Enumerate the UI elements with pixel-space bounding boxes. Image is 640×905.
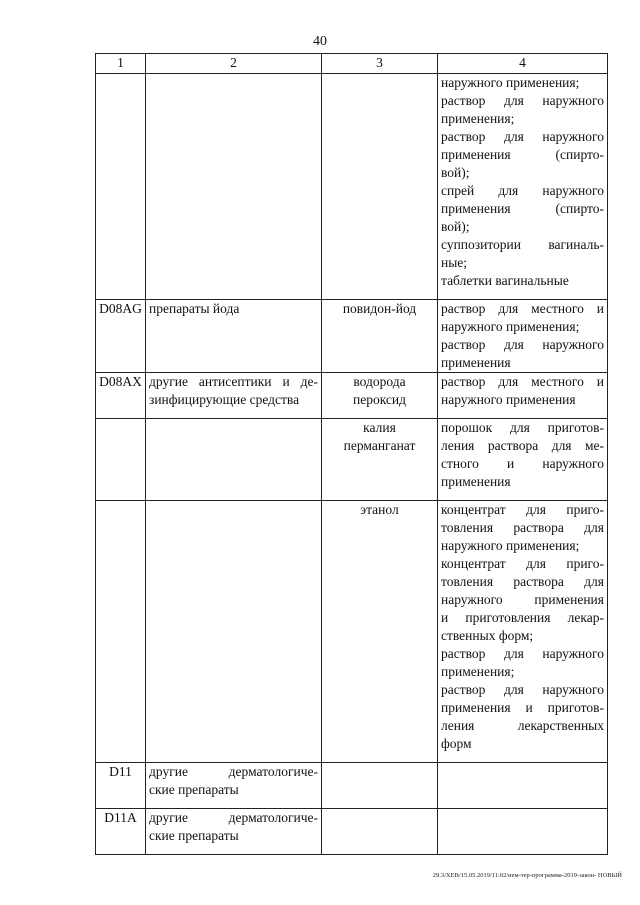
dosage-form-line: вой); bbox=[441, 165, 470, 180]
group-name-line: ские препараты bbox=[149, 782, 239, 797]
drug-name-line: перманганат bbox=[343, 438, 416, 453]
dosage-form-line: наружного применения bbox=[441, 392, 576, 407]
header-col-4: 4 bbox=[438, 54, 608, 74]
group-name-line: ские препараты bbox=[149, 828, 239, 843]
dosage-form-line: ления лекарственных bbox=[441, 718, 604, 733]
dosage-form-line: ственных форм; bbox=[441, 628, 534, 643]
dosage-form-line: наружного применения bbox=[441, 592, 604, 607]
group-name-line: другие антисептики и де- bbox=[149, 374, 318, 389]
atc-code-cell bbox=[96, 419, 146, 501]
header-col-1: 1 bbox=[96, 54, 146, 74]
table-row bbox=[96, 373, 608, 419]
dosage-form-line: раствор для наружного bbox=[441, 93, 604, 108]
dosage-form-line: и приготовления лекар- bbox=[441, 610, 604, 625]
drug-name-cell bbox=[322, 373, 438, 419]
drug-name-cell bbox=[322, 300, 438, 373]
drug-name-line: пероксид bbox=[352, 392, 407, 407]
dosage-form-line: вой); bbox=[441, 219, 470, 234]
dosage-form-line: товления раствора для bbox=[441, 520, 604, 535]
dosage-form-line: раствор для местного и bbox=[441, 301, 604, 316]
dosage-form-line: форм bbox=[441, 736, 472, 751]
dosage-form-line: товления раствора для bbox=[441, 574, 604, 589]
dosage-form-line: ные; bbox=[441, 255, 468, 270]
atc-code-cell: D11 bbox=[96, 763, 146, 809]
dosage-forms-cell bbox=[438, 419, 608, 501]
dosage-form-line: наружного применения; bbox=[441, 538, 580, 553]
table-row bbox=[96, 809, 608, 855]
dosage-form-line: применения bbox=[441, 355, 511, 370]
table-row bbox=[96, 300, 608, 373]
dosage-form-line: наружного применения; bbox=[441, 319, 580, 334]
atc-code-cell: D08AX bbox=[96, 373, 146, 419]
dosage-form-line: концентрат для приго- bbox=[441, 502, 604, 517]
drug-name-cell bbox=[322, 74, 438, 300]
dosage-forms-cell bbox=[438, 809, 608, 855]
dosage-form-line: применения bbox=[441, 474, 511, 489]
group-name-cell bbox=[146, 501, 322, 763]
group-name-cell bbox=[146, 300, 322, 373]
atc-code-cell: D11A bbox=[96, 809, 146, 855]
dosage-form-line: раствор для наружного bbox=[441, 129, 604, 144]
dosage-form-line: раствор для местного и bbox=[441, 374, 604, 389]
header-col-2: 2 bbox=[146, 54, 322, 74]
dosage-forms-cell bbox=[438, 501, 608, 763]
table-row bbox=[96, 419, 608, 501]
dosage-form-line: раствор для наружного bbox=[441, 682, 604, 697]
dosage-form-line: применения (спирто- bbox=[441, 147, 604, 162]
table-body bbox=[96, 74, 608, 855]
footer-file-stamp: 29.3/ХЕВ/15.05.2019/11:02/нем-тер-программа-2019-закон- НОВЫЙ bbox=[432, 872, 622, 879]
dosage-form-line: применения (спирто- bbox=[441, 201, 604, 216]
dosage-form-line: спрей для наружного bbox=[441, 183, 604, 198]
atc-code-cell bbox=[96, 501, 146, 763]
drug-name-cell bbox=[322, 419, 438, 501]
group-name-cell bbox=[146, 809, 322, 855]
dosage-form-line: раствор для наружного bbox=[441, 337, 604, 352]
dosage-form-line: суппозитории вагиналь- bbox=[441, 237, 604, 252]
group-name-line: другие дерматологиче- bbox=[149, 764, 318, 779]
dosage-form-line: применения и приготов- bbox=[441, 700, 604, 715]
table-row bbox=[96, 763, 608, 809]
group-name-line: другие дерматологиче- bbox=[149, 810, 318, 825]
group-name-cell bbox=[146, 373, 322, 419]
dosage-form-line: наружного применения; bbox=[441, 75, 580, 90]
group-name-cell bbox=[146, 74, 322, 300]
dosage-forms-cell bbox=[438, 300, 608, 373]
dosage-form-line: порошок для приготов- bbox=[441, 420, 604, 435]
drug-name-cell bbox=[322, 809, 438, 855]
drug-name-line: этанол bbox=[360, 502, 399, 517]
header-row bbox=[96, 54, 608, 74]
group-name-line: препараты йода bbox=[149, 301, 240, 316]
dosage-form-line: таблетки вагинальные bbox=[441, 273, 569, 288]
table-row bbox=[96, 74, 608, 300]
dosage-form-line: раствор для наружного bbox=[441, 646, 604, 661]
dosage-forms-cell bbox=[438, 373, 608, 419]
dosage-form-line: применения; bbox=[441, 111, 515, 126]
dosage-forms-cell bbox=[438, 763, 608, 809]
drug-name-cell bbox=[322, 501, 438, 763]
drug-name-line: калия bbox=[363, 420, 396, 435]
dosage-forms-cell bbox=[438, 74, 608, 300]
drug-table bbox=[95, 53, 608, 855]
table-row bbox=[96, 501, 608, 763]
atc-code-cell bbox=[96, 74, 146, 300]
dosage-form-line: концентрат для приго- bbox=[441, 556, 604, 571]
group-name-cell bbox=[146, 763, 322, 809]
atc-code-cell: D08AG bbox=[96, 300, 146, 373]
group-name-line: зинфицирующие средства bbox=[149, 392, 300, 407]
drug-name-line: водорода bbox=[353, 374, 406, 389]
dosage-form-line: применения; bbox=[441, 664, 515, 679]
page-number: 40 bbox=[313, 34, 327, 49]
dosage-form-line: ления раствора для ме- bbox=[441, 438, 604, 453]
drug-name-line: повидон-йод bbox=[342, 301, 417, 316]
header-col-3: 3 bbox=[322, 54, 438, 74]
dosage-form-line: стного и наружного bbox=[441, 456, 604, 471]
group-name-cell bbox=[146, 419, 322, 501]
drug-name-cell bbox=[322, 763, 438, 809]
